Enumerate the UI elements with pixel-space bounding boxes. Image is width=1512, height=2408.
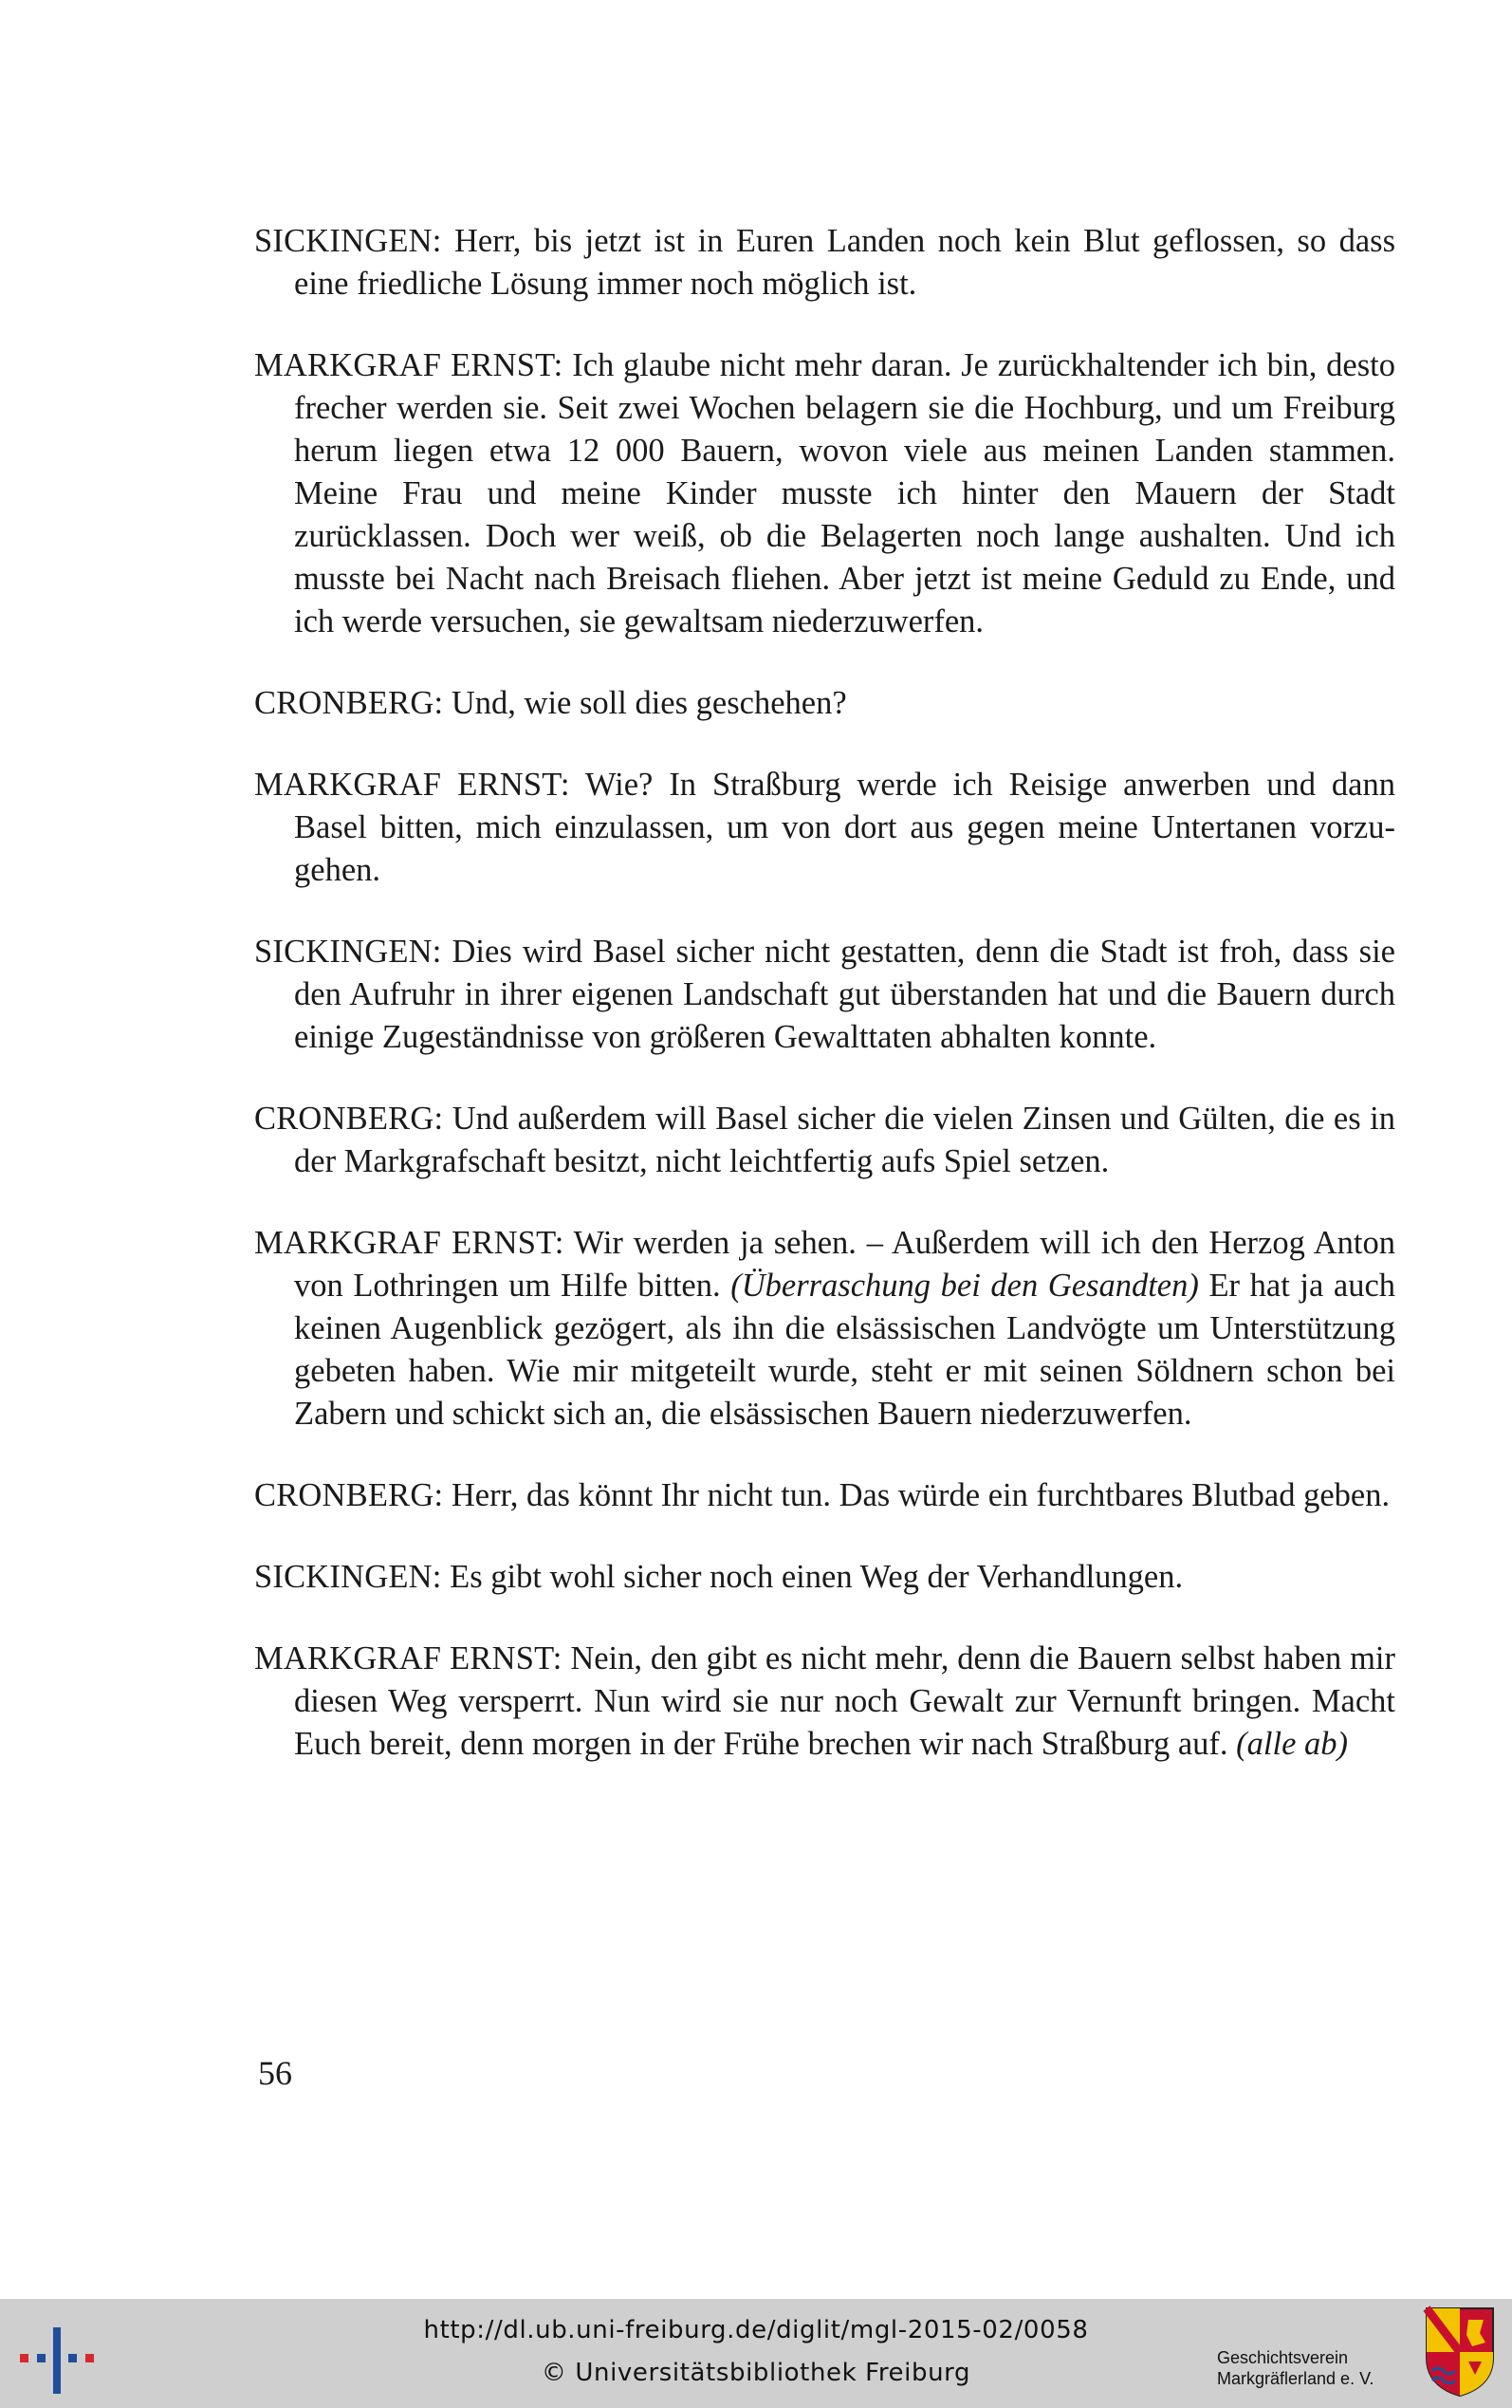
speech-4: [254, 764, 1395, 892]
speaker-name: MARKGRAF ERNST:: [254, 1225, 564, 1261]
speech-text: Und, wie soll dies geschehen?: [443, 685, 847, 721]
speaker-name: SICKINGEN:: [254, 223, 442, 259]
society-name-line-2: Markgräflerland e. V.: [1217, 2369, 1374, 2388]
speech-5: [254, 931, 1395, 1059]
speaker-name: SICKINGEN:: [254, 934, 442, 970]
speech-text: Ich glaube nicht mehr daran. Je zurückhaltender ich bin, desto frecher werden sie. Seit zwei Wochen belagern sie die Hochburg, und um Freiburg herum liegen etwa 12 000 Bauern, wovon viele aus meinen Landen stammen. Meine Frau und meine Kinder musste ich hinter den Mauern der Stadt zurücklassen. Doch wer weiß, ob die Belagerten noch lange aushalten. Und ich musste bei Nacht nach Breisach fliehen. Aber jetzt ist meine Geduld zu Ende, und ich werde versuchen, sie gewaltsam niederzuwerfen.: [294, 347, 1395, 639]
speech-text-continued: Er hat ja auch keinen Augenblick gezögert, als ihn die elsässischen Landvögte um Unterstützung gebeten haben. Wie mir mitgeteilt wurde, steht er mit seinen Söldnern schon bei Zabern und schickt sich an, die elsässischen Bauern niederzuwerfen.: [294, 1268, 1396, 1432]
stage-direction: (alle ab): [1236, 1726, 1348, 1762]
page-number: 56: [258, 2054, 292, 2092]
footer-copyright: © Universitätsbibliothek Freiburg: [541, 2359, 971, 2387]
speech-text: Dies wird Basel sicher nicht gestatten, denn die Stadt ist froh, dass sie den Aufruhr in ihrer eigenen Landschaft gut überstanden hat und die Bauern durch einige Zugeständnisse von größeren Gewalttaten abhalten konnte.: [294, 934, 1395, 1055]
speaker-name: MARKGRAF ERNST:: [254, 767, 570, 803]
speech-6: [254, 1098, 1395, 1183]
speech-3: [254, 682, 1395, 725]
speaker-name: CRONBERG:: [254, 1101, 444, 1137]
society-name-line-1: Geschichtsverein: [1217, 2348, 1349, 2367]
speaker-name: SICKINGEN:: [254, 1559, 442, 1595]
footer-bar: [0, 2299, 1512, 2408]
speech-7: [254, 1222, 1395, 1436]
speech-10: [254, 1638, 1395, 1766]
footer-url-link[interactable]: http://dl.ub.uni-freiburg.de/diglit/mgl-2015-02/0058: [423, 2316, 1089, 2344]
speech-8: [254, 1474, 1395, 1517]
speaker-name: MARKGRAF ERNST:: [254, 1640, 562, 1676]
page-body: [254, 220, 1395, 1805]
speech-text: Herr, bis jetzt ist in Euren Landen noch kein Blut geflossen, so dass eine friedliche Lösung immer noch möglich ist.: [294, 223, 1395, 302]
speech-1: [254, 220, 1395, 306]
speech-text: Wir werden ja sehen. – Außerdem will ich den Herzog Anton von Lothringen um Hilfe bitten.: [294, 1225, 1395, 1304]
speech-text: Wie? In Straßburg werde ich Reisige anwerben und dann Basel bitten, mich einzulassen, um von dort aus gegen meine Untertanen vorzugehen.: [294, 767, 1395, 888]
speech-2: [254, 344, 1395, 643]
speaker-name: MARKGRAF ERNST:: [254, 347, 563, 383]
society-name: [1217, 2347, 1407, 2389]
speech-text: Nein, den gibt es nicht mehr, denn die Bauern selbst haben mir diesen Weg versperrt. Nun wird sie nur noch Gewalt zur Vernunft bringen. Macht Euch bereit, denn morgen in der Frühe brechen wir nach Straßburg auf.: [294, 1640, 1395, 1762]
speech-text: Herr, das könnt Ihr nicht tun. Das würde ein furchtbares Blutbad geben.: [443, 1477, 1391, 1513]
speaker-name: CRONBERG:: [254, 1477, 444, 1513]
speech-text: Und außerdem will Basel sicher die vielen Zinsen und Gülten, die es in der Markgrafschaft besitzt, nicht leichtfertig aufs Spiel setzen.: [294, 1101, 1395, 1179]
stage-direction: (Überraschung bei den Gesandten): [730, 1268, 1199, 1304]
speaker-name: CRONBERG:: [254, 685, 444, 721]
speech-9: [254, 1556, 1395, 1599]
speech-text: Es gibt wohl sicher noch einen Weg der Verhandlungen.: [441, 1559, 1184, 1595]
coat-of-arms-icon: [1423, 2305, 1497, 2399]
